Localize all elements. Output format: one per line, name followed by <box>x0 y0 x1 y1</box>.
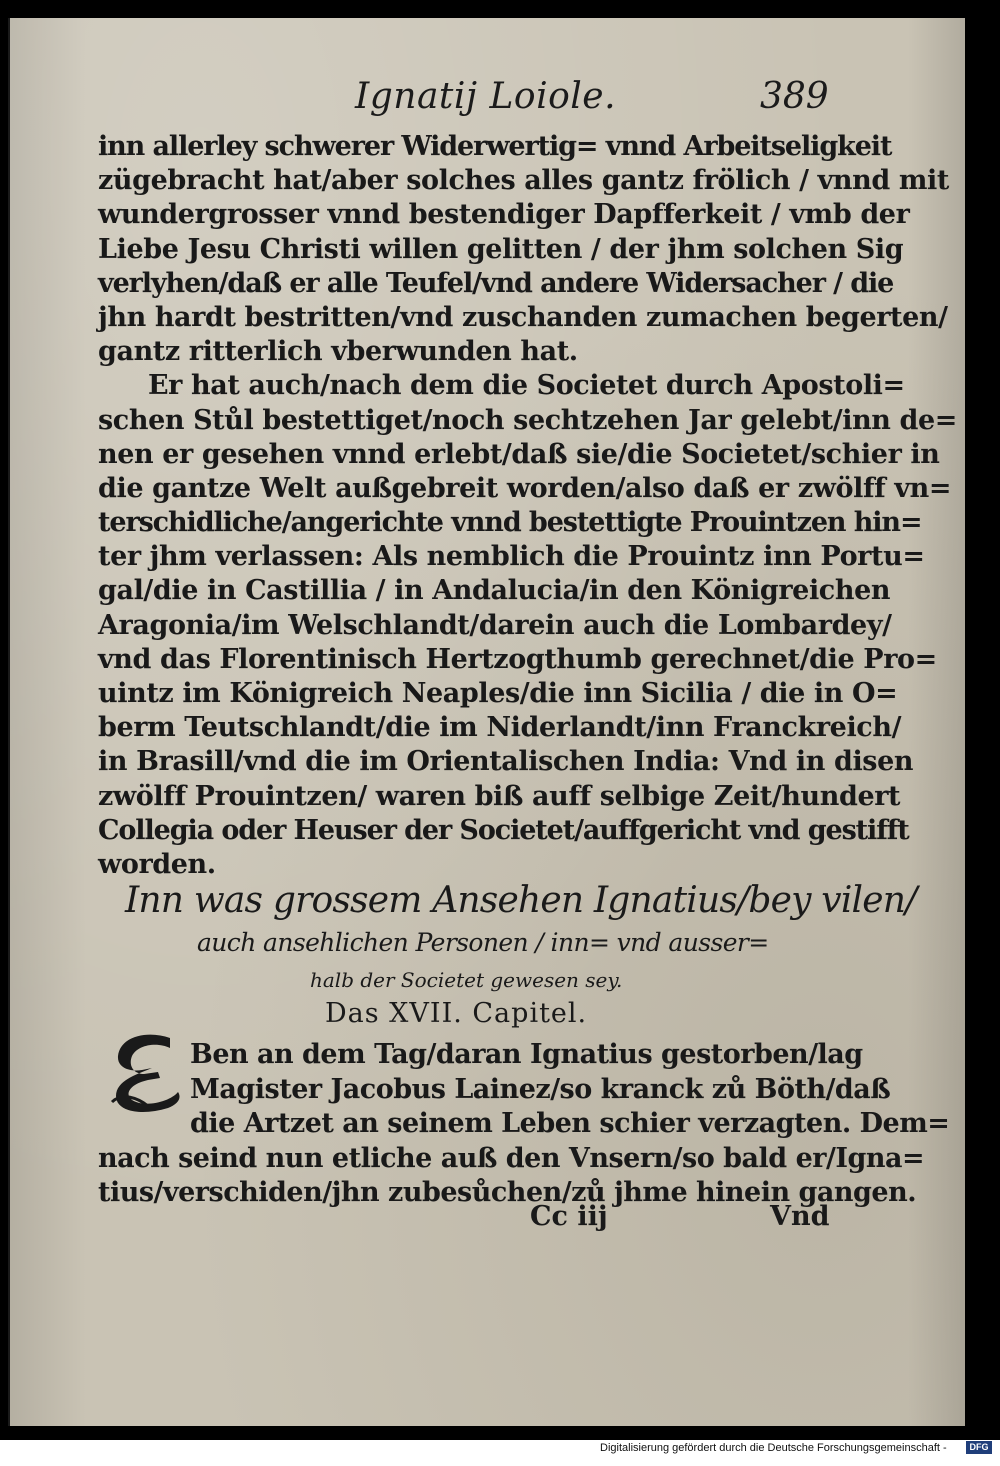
text-line: terschidliche/angerichte vnnd bestettigte Prouintzen hin= <box>98 507 922 539</box>
text-line: inn allerley schwerer Widerwertig= vnnd Arbeitseligkeit <box>98 131 892 162</box>
catchword: Vnd <box>770 1201 830 1232</box>
text-line: ter jhm verlassen: Als nemblich die Prouintz inn Portu= <box>98 541 925 573</box>
text-line: Ben an dem Tag/daran Ignatius gestorben/lag <box>190 1039 863 1070</box>
signature-mark: Cc iij <box>530 1201 608 1232</box>
text-line: die gantze Welt außgebreit worden/also daß er zwölff vn= <box>98 472 952 504</box>
text-line: nach seind nun etliche auß den Vnsern/so bald er/Igna= <box>98 1142 925 1174</box>
text-line: Aragonia/im Welschlandt/darein auch die Lombardey/ <box>98 609 892 641</box>
text-line: die Artzet an seinem Leben schier verzagten. Dem= <box>190 1108 950 1139</box>
text-line: tius/verschiden/jhn zubesůchen/zů jhme hinein gangen. <box>98 1177 917 1208</box>
text-line: Collegia oder Heuser der Societet/auffgericht vnd gestifft <box>98 814 909 846</box>
text-line: worden. <box>98 848 216 880</box>
chapter-heading-line: halb der Societet gewesen sey. <box>310 968 623 992</box>
chapter-number: Das XVII. Capitel. <box>325 998 588 1029</box>
text-line: gantz ritterlich vberwunden hat. <box>98 336 578 368</box>
chapter-heading-line: Inn was grossem Ansehen Ignatius/bey vilen/ <box>125 880 917 921</box>
text-line: gal/die in Castillia / in Andalucia/in den Königreichen <box>98 575 891 607</box>
dfg-logo: DFG <box>966 1441 992 1454</box>
text-line: schen Stůl bestettiget/noch sechtzehen Jar gelebt/inn de= <box>98 404 958 436</box>
text-line: vnd das Florentinisch Hertzogthumb gerechnet/die Pro= <box>98 643 937 675</box>
text-line: Liebe Jesu Christi willen gelitten / der jhm solchen Sig <box>98 233 904 265</box>
text-line: zwölff Prouintzen/ waren biß auff selbige Zeit/hundert <box>98 780 901 812</box>
text-line: in Brasill/vnd die im Orientalischen India: Vnd in disen <box>98 746 914 778</box>
text-line: zügebracht hat/aber solches alles gantz frölich / vnnd mit <box>98 165 949 197</box>
text-line: jhn hardt bestritten/vnd zuschanden zumachen begerten/ <box>98 301 948 333</box>
text-line: verlyhen/daß er alle Teufel/vnd andere Widersacher / die <box>98 267 894 299</box>
book-page <box>8 18 965 1426</box>
text-line: nen er gesehen vnnd erlebt/daß sie/die Societet/schier in <box>98 438 940 470</box>
running-title: Ignatij Loiole. <box>355 76 617 117</box>
funding-credit: Digitalisierung gefördert durch die Deutsche Forschungsgemeinschaft - <box>600 1442 947 1454</box>
text-line: berm Teutschlandt/die im Niderlandt/inn Franckreich/ <box>98 712 902 744</box>
text-line: uintz im Königreich Neaples/die inn Sicilia / die in O= <box>98 678 898 709</box>
page-header <box>10 76 965 132</box>
text-line: Er hat auch/nach dem die Societet durch Apostoli= <box>148 370 905 402</box>
chapter-body-text <box>98 1038 950 1211</box>
body-text <box>98 130 958 882</box>
text-line: wundergrosser vnnd bestendiger Dapfferkeit / vmb der <box>98 199 910 231</box>
text-line: Magister Jacobus Lainez/so kranck zů Böth/daß <box>190 1073 891 1105</box>
chapter-heading-line: auch ansehlichen Personen / inn= vnd ausser= <box>197 928 769 957</box>
page-number: 389 <box>760 76 829 117</box>
